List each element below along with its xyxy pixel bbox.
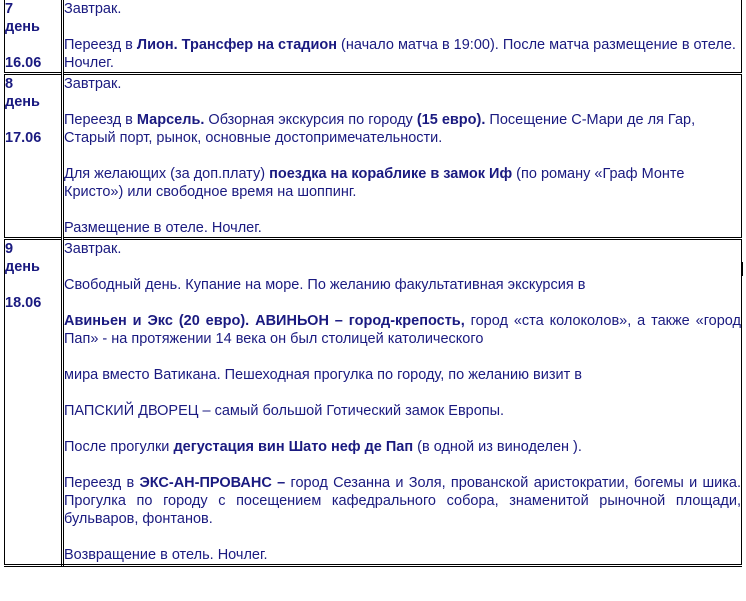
day-word: день	[5, 94, 40, 110]
text-run: (начало матча в 19:00). После матча размещение в отеле. Ночлег.	[64, 37, 736, 71]
day-number: 9	[5, 241, 14, 257]
day-date: 17.06	[5, 130, 42, 146]
day-date: 16.06	[5, 55, 42, 71]
day-row	[5, 0, 742, 74]
paragraph	[64, 474, 741, 528]
text-run: мира вместо Ватикана. Пешеходная прогулка по городу, по желанию визит в	[64, 367, 582, 383]
text-run: Возвращение в отель. Ночлег.	[64, 547, 268, 563]
paragraph	[64, 111, 741, 147]
paragraph	[64, 402, 741, 420]
bold-text-run: дегустация вин Шато неф де Пап	[173, 439, 414, 455]
text-run: Переезд в	[64, 112, 137, 128]
day-description	[63, 239, 742, 566]
day-row	[5, 74, 742, 239]
text-run: Размещение в отеле. Ночлег.	[64, 220, 262, 236]
text-run: город «ста колоколов», а также «город Пап» - на протяжении 14 века он был столицей католического	[64, 313, 742, 347]
paragraph	[64, 366, 741, 384]
bold-text-run: Авиньен и Экс (20 евро). АВИНЬОН – город-крепость,	[64, 313, 465, 329]
day-date: 18.06	[5, 295, 42, 311]
bold-text-run: (15 евро).	[416, 112, 486, 128]
text-cursor	[741, 262, 743, 276]
day-number: 8	[5, 76, 14, 92]
bold-text-run: Лион. Трансфер на стадион	[136, 37, 337, 53]
text-run: Для желающих (за доп.плату)	[64, 166, 270, 182]
bold-text-run: Марсель.	[136, 112, 205, 128]
paragraph	[64, 312, 741, 348]
day-label-cell	[5, 74, 63, 239]
text-run: Завтрак.	[64, 76, 122, 92]
day-description	[63, 0, 742, 74]
paragraph	[64, 240, 741, 258]
day-word: день	[5, 259, 40, 275]
day-label-cell	[5, 239, 63, 566]
bold-text-run: ЭКС-АН-ПРОВАНС –	[139, 475, 286, 491]
paragraph	[64, 546, 741, 564]
text-run: (по роману «Граф Монте Кристо») или свободное время на шоппинг.	[64, 166, 685, 200]
text-run: Переезд в	[64, 37, 137, 53]
itinerary-table	[4, 0, 742, 567]
paragraph	[64, 165, 741, 201]
text-run: Обзорная экскурсия по городу	[204, 112, 417, 128]
day-word: день	[5, 19, 40, 35]
paragraph	[64, 36, 741, 72]
text-run: (в одной из виноделен ).	[413, 439, 582, 455]
day-label-cell	[5, 0, 63, 74]
day-number: 7	[5, 1, 14, 17]
paragraph	[64, 438, 741, 456]
paragraph	[64, 219, 741, 237]
paragraph	[64, 0, 741, 18]
paragraph	[64, 75, 741, 93]
paragraph	[64, 276, 741, 294]
text-run: город Сезанна и Золя, прованской аристократии, богемы и шика. Прогулка по городу с посещением кафедрального собора, знаменитой рыночной площади, бульваров, фонтанов.	[64, 475, 741, 527]
bold-text-run: поездка на кораблике в замок Иф	[269, 166, 513, 182]
day-row	[5, 239, 742, 566]
text-run: ПАПСКИЙ ДВОРЕЦ – самый большой Готический замок Европы.	[64, 403, 505, 419]
text-run: Завтрак.	[64, 241, 122, 257]
text-run: Посещение С-Мари де ля Гар, Старый порт, рынок, основные достопримечательности.	[64, 112, 696, 146]
text-run: После прогулки	[64, 439, 174, 455]
text-run: Переезд в	[64, 475, 140, 491]
day-description	[63, 74, 742, 239]
text-run: Свободный день. Купание на море. По желанию факультативная экскурсия в	[64, 277, 586, 293]
text-run: Завтрак.	[64, 1, 122, 17]
